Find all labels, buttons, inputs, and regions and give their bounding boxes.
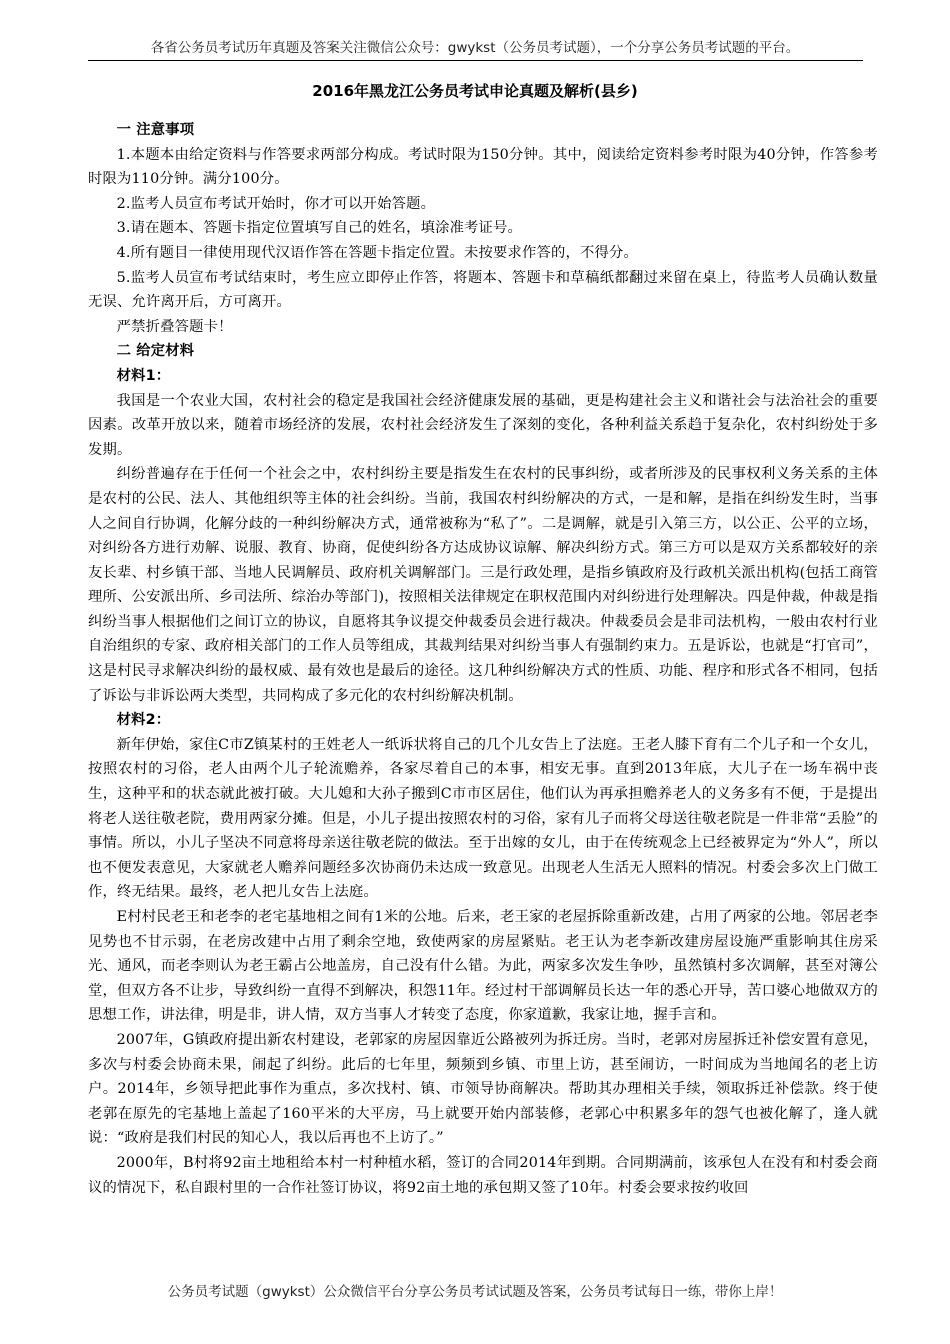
material-paragraph: 2007年，G镇政府提出新农村建设，老郭家的房屋因靠近公路被列为拆迁房。当时，老郭对房屋拆迁补偿安置有意见，多次与村委会协商未果，闹起了纠纷。此后的七年里，频频到乡镇、市里上访，甚至闹访，一时间成为当地闻名的老上访户。2014年，乡领导把此事作为重点，多次找村、镇、市领导协商解决。帮助其办理相关手续，领取拆迁补偿款。终于使老郭在原先的宅基地上盖起了160平米的大平房，马上就要开始内部装修，老郭心中积累多年的怨气也被化解了，逢人就说：“政府是我们村民的知心人，我以后再也不上访了。” <box>88 1031 878 1147</box>
footer-note: 公务员考试题（gwykst）公众微信平台分享公务员考试试题及答案，公务员考试每日一练，带你上岸！ <box>167 1284 783 1300</box>
header-divider <box>88 60 863 61</box>
header-note: 各省公务员考试历年真题及答案关注微信公众号：gwykst（公务员考试题），一个分享公务员考试题的平台。 <box>150 40 800 56</box>
section-heading-materials: 二 给定材料 <box>116 343 195 360</box>
notice-item: 2.监考人员宣布考试开始时，你才可以开始答题。 <box>116 195 436 212</box>
document-body <box>88 118 878 1200</box>
notice-item: 严禁折叠答题卡！ <box>116 318 233 335</box>
notice-item: 3.请在题本、答题卡指定位置填写自己的姓名，填涂准考证号。 <box>116 220 523 237</box>
notice-item: 4.所有题目一律使用现代汉语作答在答题卡指定位置。未按要求作答的，不得分。 <box>116 244 639 261</box>
material-paragraph: 新年伊始，家住C市Z镇某村的王姓老人一纸诉状将自己的几个儿女告上了法庭。王老人膝下育有二个儿子和一个女儿，按照农村的习俗，老人由两个儿子轮流赡养，各家尽着自己的本事，相安无事。直到2013年底，大儿子在一场车祸中丧生，这种平和的状态就此被打破。大儿媳和大孙子搬到C市市区居住，他们认为再承担赡养老人的义务多有不便，于是提出将老人送往敬老院，费用两家分摊。但是，小儿子提出按照农村的习俗，家有儿子而将父母送往敬老院是一件非常“丢脸”的事情。所以，小儿子坚决不同意将母亲送往敬老院的做法。至于出嫁的女儿，由于在传统观念上已经被界定为“外人”，所以也不便发表意见，大家就老人赡养问题经多次协商仍未达成一致意见。出现老人生活无人照料的情况。村委会多次上门做工作，终无结果。最终，老人把儿女告上法庭。 <box>88 736 878 901</box>
page-title: 2016年黑龙江公务员考试申论真题及解析(县乡) <box>312 82 638 100</box>
material-label-1: 材料1： <box>116 367 171 384</box>
notice-item: 1.本题本由给定资料与作答要求两部分构成。考试时限为150分钟。其中，阅读给定资料参考时限为40分钟，作答参考时限为110分钟。满分100分。 <box>88 146 878 188</box>
material-paragraph: E村村民老王和老李的老宅基地相之间有1米的公地。后来，老王家的老屋拆除重新改建，占用了两家的公地。邻居老李见势也不甘示弱，在老房改建中占用了剩余空地，致使两家的房屋紧贴。老王认为老李新改建房屋设施严重影响其住房采光、通风，而老李则认为老王霸占公地盖房，自己没有什么错。为此，两家多次发生争吵，虽然镇村多次调解，甚至对簿公堂，但双方各不让步，导致纠纷一直得不到解决，积怨11年。经过村干部调解员长达一年的悉心开导，苦口婆心地做双方的思想工作，讲法律，明是非，讲人情，双方当事人才转变了态度，你家道歉，我家让地，握手言和。 <box>88 909 878 1024</box>
notice-item: 5.监考人员宣布考试结束时，考生应立即停止作答，将题本、答题卡和草稿纸都翻过来留在桌上，待监考人员确认数量无误、允许离开后，方可离开。 <box>88 269 878 311</box>
material-paragraph: 我国是一个农业大国，农村社会的稳定是我国社会经济健康发展的基础，更是构建社会主义和谐社会与法治社会的重要因素。改革开放以来，随着市场经济的发展，农村社会经济发生了深刻的变化，各种利益关系趋于复杂化，农村纠纷处于多发期。 <box>88 392 878 458</box>
section-heading-notes: 一 注意事项 <box>116 122 195 138</box>
material-paragraph: 纠纷普遍存在于任何一个社会之中，农村纠纷主要是指发生在农村的民事纠纷，或者所涉及的民事权利义务关系的主体是农村的公民、法人、其他组织等主体的社会纠纷。当前，我国农村纠纷解决的方式，一是和解，是指在纠纷发生时，当事人之间自行协调，化解分歧的一种纠纷解决方式，通常被称为“私了”。二是调解，就是引入第三方，以公正、公平的立场，对纠纷各方进行劝解、说服、教育、协商，促使纠纷各方达成协议谅解、解决纠纷方式。第三方可以是双方关系都较好的亲友长辈、村乡镇干部、当地人民调解员、政府机关调解部门。三是行政处理，是指乡镇政府及行政机关派出机构(包括工商管理所、公安派出所、乡司法所、综治办等部门)，按照相关法律规定在职权范围内对纠纷进行处理解决。四是仲裁，仲裁是指纠纷当事人根据他们之间订立的协议，自愿将其争议提交仲裁委员会进行裁决。仲裁委员会是非司法机构，一般由农村行业自治组织的专家、政府相关部门的工作人员等组成，其裁判结果对纠纷当事人有强制约束力。五是诉讼，也就是“打官司”，这是村民寻求解决纠纷的最权威、最有效也是最后的途径。这几种纠纷解决方式的性质、功能、程序和形式各不相同，包括了诉讼与非诉讼两大类型，共同构成了多元化的农村纠纷解决机制。 <box>88 466 878 704</box>
material-paragraph: 2000年，B村将92亩土地租给本村一村种植水稻，签订的合同2014年到期。合同期满前，该承包人在没有和村委会商议的情况下，私自跟村里的一合作社签订协议，将92亩土地的承包期又签了10年。村委会要求按约收回 <box>88 1154 878 1196</box>
material-label-2: 材料2： <box>116 712 171 729</box>
